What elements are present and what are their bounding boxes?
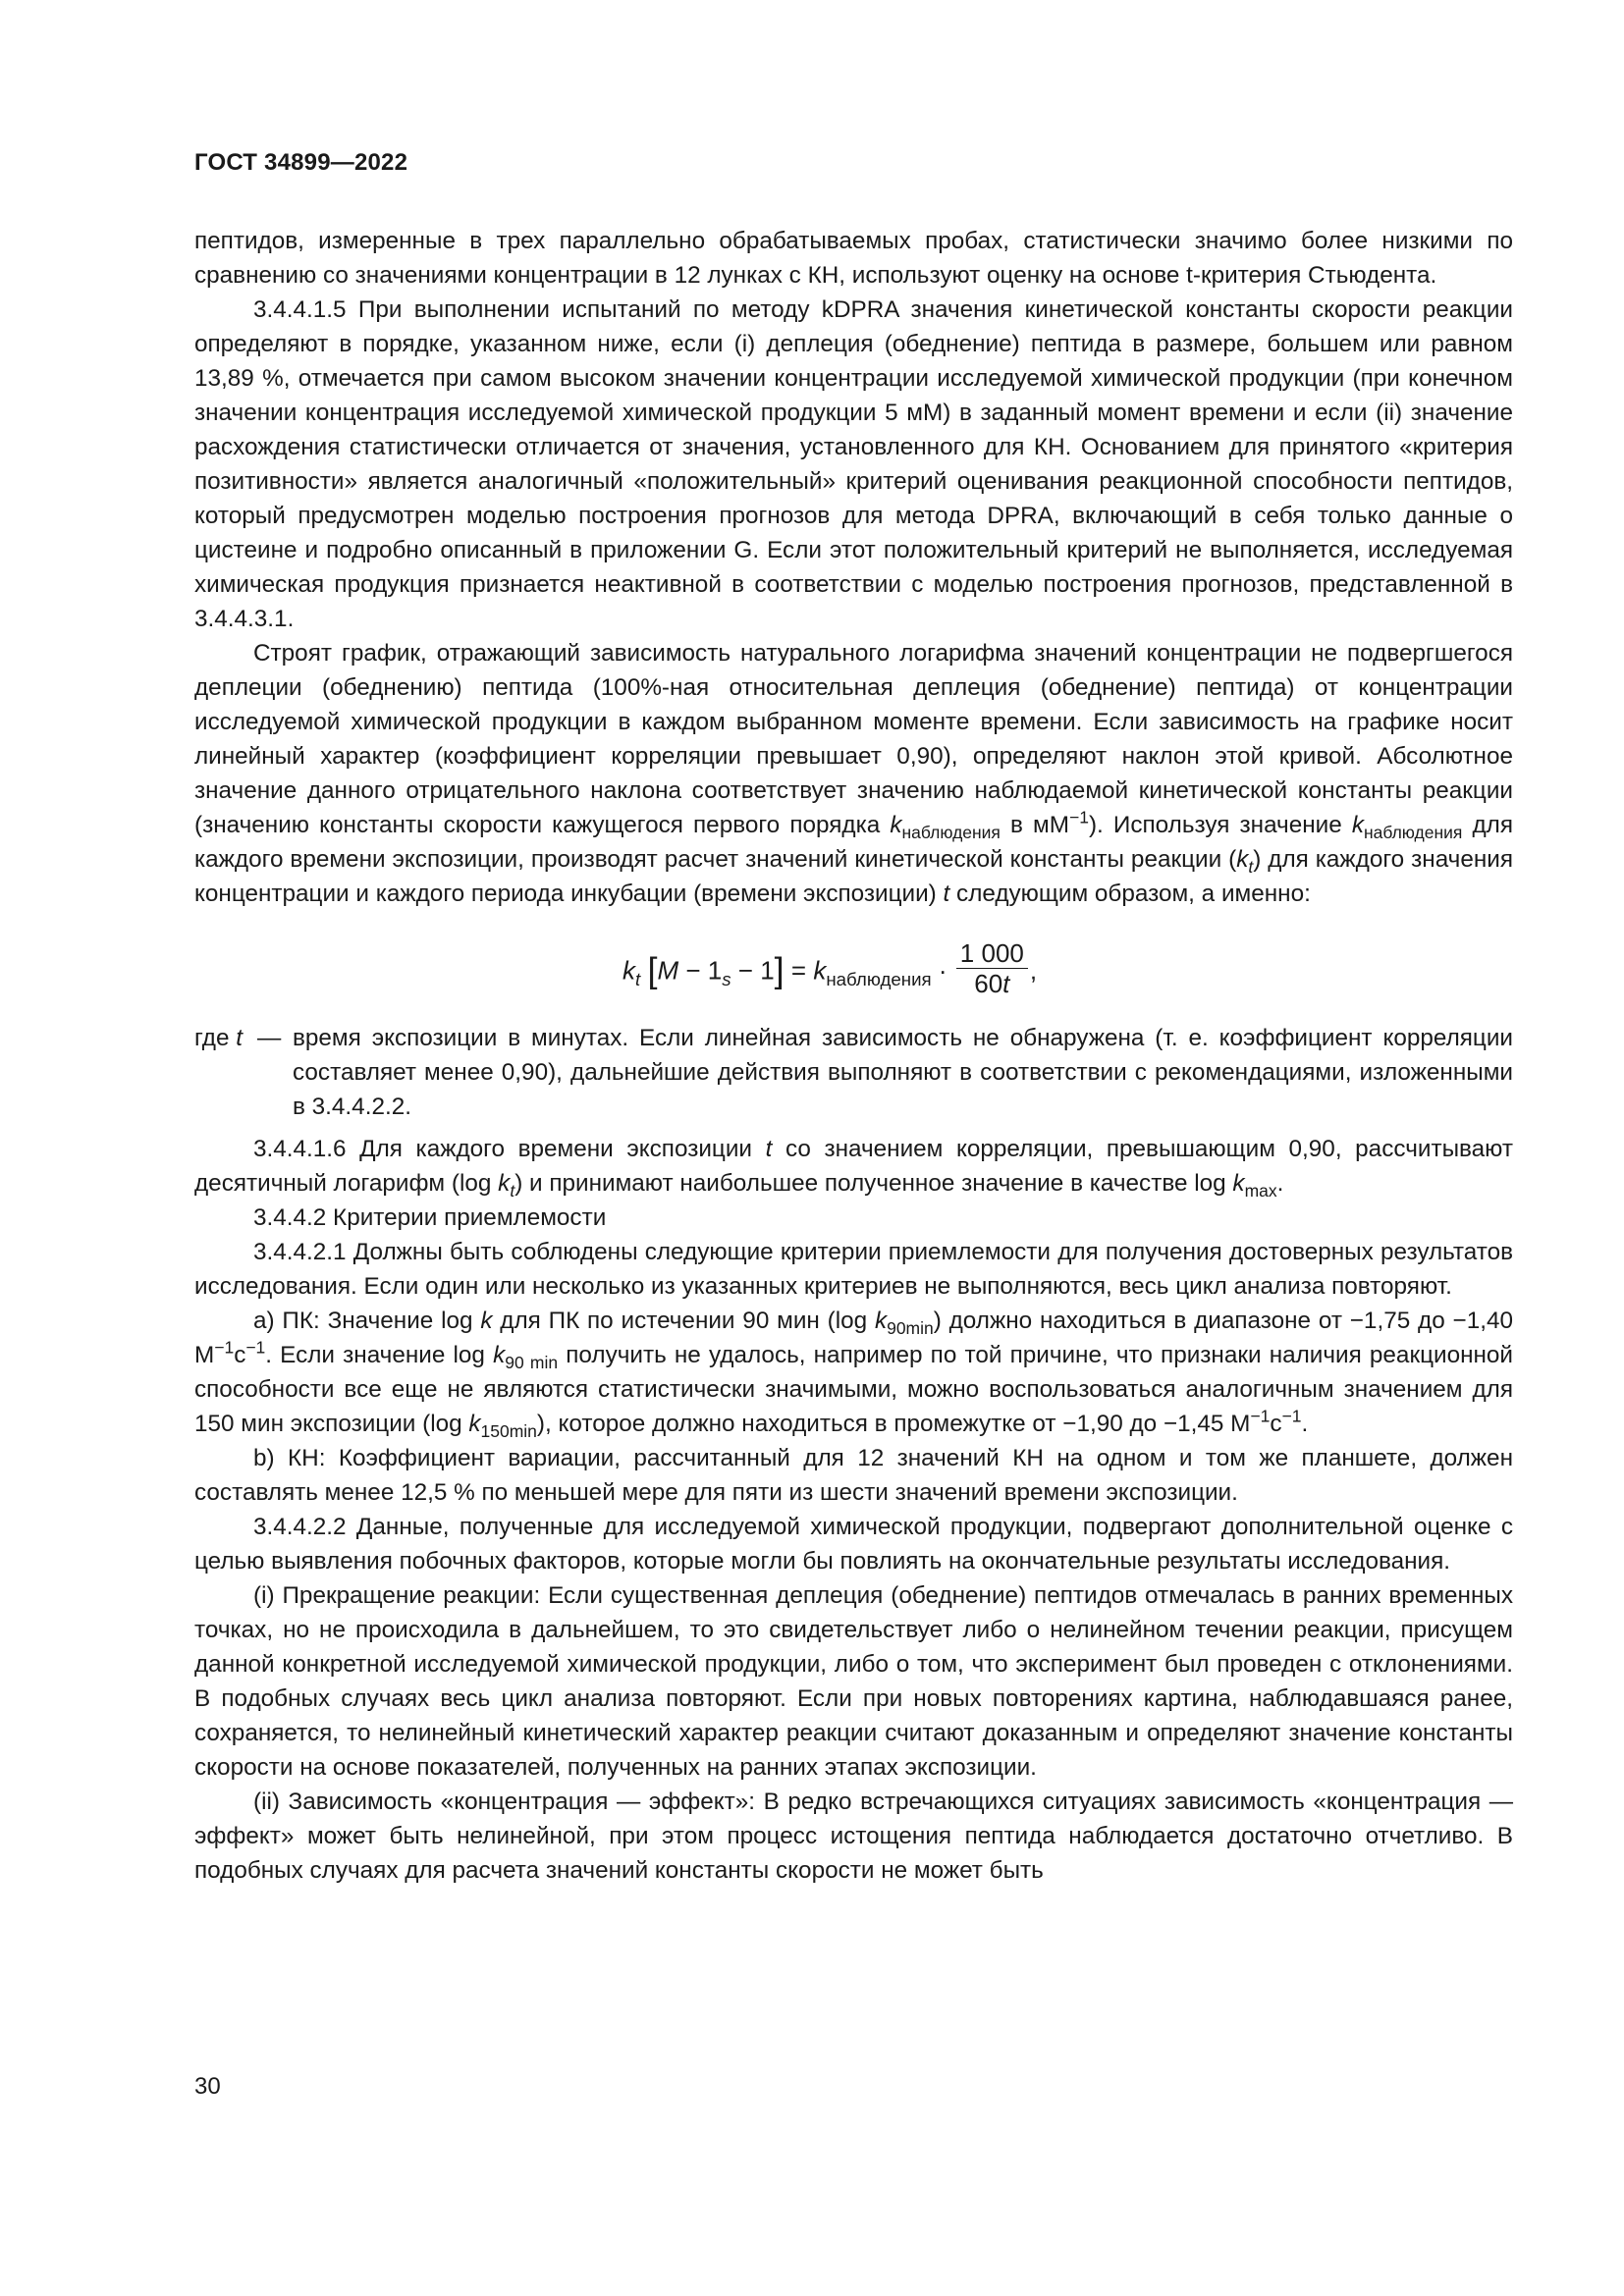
paragraph-3-4-4-1-6: 3.4.4.1.6 Для каждого времени экспозиции t со значением корреляции, превышающим 0,90, рассчитывают десятичный логарифм (log $k_t$) и принимают наибольшее полученное значение в качестве $\log k_{max}$.	[194, 1136, 1513, 1201]
paragraph-reaction-stop: (i) Прекращение реакции: Если существенная деплеция (обеднение) пептидов отмечалась в ранних временных точках, но не происходила в дальнейшем, то это свидетельствует либо о нелинейном течении реакции, присущем данной конкретной исследуемой химической продукции, либо о том, что эксперимент был проведен с отклонениями. В подобных случаях весь цикл анализа повторяют. Если при новых повторениях картина, наблюдавшаяся ранее, сохраняется, то нелинейный кинетический характер реакции считают доказанным и определяют значение константы скорости на основе показателей, полученных на ранних этапах экспозиции.	[194, 1582, 1513, 1781]
paragraph-criterion-b: b) КН: Коэффициент вариации, рассчитанный для 12 значений КН на одном и том же планшете, должен составлять менее 12,5 % по меньшей мере для пяти из шести значений времени экспозиции.	[194, 1445, 1513, 1506]
paragraph-3-4-4-2-2: 3.4.4.2.2 Данные, полученные для исследуемой химической продукции, подвергают дополнительной оценке с целью выявления побочных факторов, которые могли бы повлиять на окончательные результаты исследования.	[194, 1514, 1513, 1575]
formula-fraction: $\frac{1 000}{60t}$	[956, 938, 1028, 998]
formula-legend: где t — время экспозиции в минутах. Если линейная зависимость не обнаружена (т. е. коэффициент корреляции составляет менее 0,90), дальнейшие действия выполняют в соответствии с рекомендациями, изложенными в 3.4.4.2.2.	[194, 1025, 1513, 1120]
document-body	[194, 224, 1513, 1888]
document-header: ГОСТ 34899—2022	[194, 149, 408, 176]
paragraph-3-4-4-2-1: 3.4.4.2.1 Должны быть соблюдены следующие критерии приемлемости для получения достоверных результатов исследования. Если один или несколько из указанных критериев не выполняются, весь цикл анализа повторяют.	[194, 1239, 1513, 1300]
paragraph-continuation: пептидов, измеренные в трех параллельно обрабатываемых пробах, статистически значимо более низкими по сравнению со значениями концентрации в 12 лунках с КН, используют оценку на основе t-критерия Стьюдента.	[194, 228, 1513, 289]
page-number: 30	[194, 2073, 221, 2100]
paragraph-3-4-4-1-5: 3.4.4.1.5 При выполнении испытаний по методу kDPRA значения кинетической константы скорости реакции определяют в порядке, указанном ниже, если (i) деплеция (обеднение) пептида в размере, большем или равном 13,89 %, отмечается при самом высоком значении концентрации исследуемой химической продукции (при конечном значении концентрация исследуемой химической продукции 5 мМ) в заданный момент времени и если (ii) значение расхождения статистически отличается от значения, установленного для КН. Основанием для принятого «критерия позитивности» является аналогичный «положительный» критерий оценивания реакционной способности пептидов, который предусмотрен моделью построения прогнозов для метода DPRA, включающий в себя только данные о цистеине и подробно описанный в приложении G. Если этот положительный критерий не выполняется, исследуемая химическая продукция признается неактивной в соответствии с моделью построения прогнозов, представленной в 3.4.4.3.1.	[194, 296, 1513, 632]
paragraph-graph-procedure: Строят график, отражающий зависимость натурального логарифма значений концентрации не подвергшегося деплеции (обеднению) пептида (100%-ная относительная деплеция (обеднение) пептида) от концентрации исследуемой химической продукции в каждом выбранном моменте времени. Если зависимость на графике носит линейный характер (коэффициент корреляции превышает 0,90), определяют наклон этой кривой. Абсолютное значение данного отрицательного наклона соответствует значению наблюдаемой кинетической константы реакции (значению константы скорости кажущегося первого порядка $k_{наблюдения}$ в $мМ^{-1}$). Используя значение $k_{наблюдения}$ для каждого времени экспозиции, производят расчет значений кинетической константы реакции $(k_t)$ для каждого значения концентрации и каждого периода инкубации (времени экспозиции) t следующим образом, а именно:	[194, 640, 1513, 907]
rate-constant-formula: $k_t$ $[M - 1_s - 1] = k_{наблюдения}$ · $\frac{1 000}{60t}$ ,	[623, 938, 1038, 998]
paragraph-concentration-effect: (ii) Зависимость «концентрация — эффект»: В редко встречающихся ситуациях зависимость «концентрация — эффект» может быть нелинейной, при этом процесс истощения пептида наблюдается достаточно отчетливо. В подобных случаях для расчета значений константы скорости не может быть	[194, 1789, 1513, 1884]
paragraph-criterion-a: а) ПК: Значение log k для ПК по истечении 90 мин (log $k_{90min}$) должно находиться в диапазоне от −1,75 до −1,40 $М^{-1}с^{-1}$. Если значение $\log k_{90 min}$ получить не удалось, например по той причине, что признаки наличия реакционной способности все еще не являются статистически значимыми, можно воспользоваться аналогичным значением для 150 мин экспозиции (log $k_{150min}$), которое должно находиться в промежутке от −1,90 до −1,45 $М^{-1}с^{-1}$.	[194, 1308, 1513, 1442]
section-heading-3-4-4-2: 3.4.4.2 Критерии приемлемости	[253, 1204, 607, 1231]
